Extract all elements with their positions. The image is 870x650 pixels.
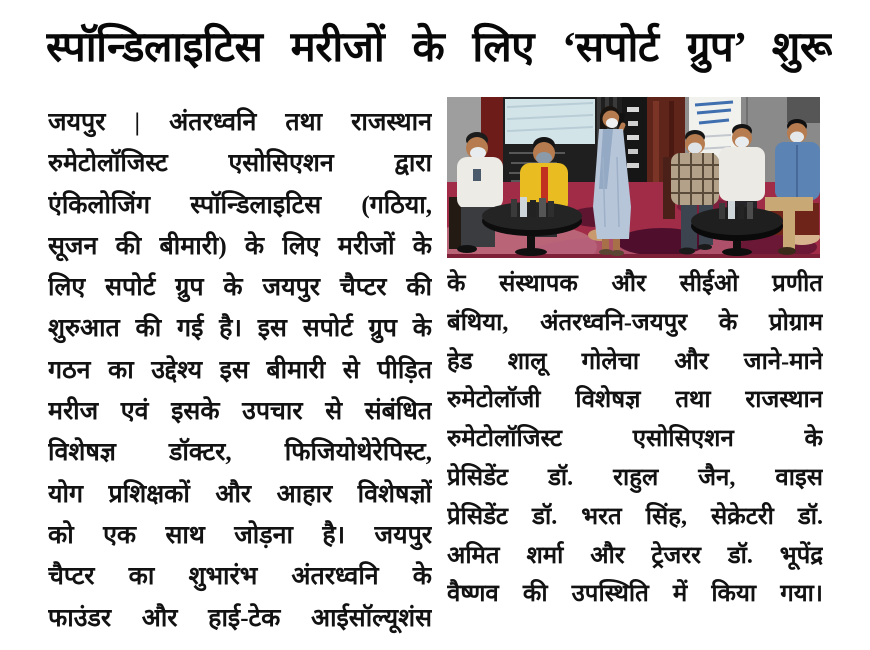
article-line: सूजन की बीमारी) के लिए मरीजों के (48, 232, 432, 260)
article-line: गठन का उद्देश्य इस बीमारी से पीड़ित (48, 356, 432, 384)
article-line: अमित शर्मा और ट्रेजरर डॉ. भूपेंद्र (447, 542, 823, 569)
left-column (48, 102, 432, 639)
article-line: शुरुआत की गई है। इस सपोर्ट ग्रुप के (48, 315, 432, 343)
article-line: हेड शालू गोलेचा और जाने-माने (447, 348, 823, 375)
headline: स्पॉन्डिलाइटिस मरीजों के लिए ‘सपोर्ट ग्रुप’ शुरू (46, 25, 832, 71)
right-column (447, 265, 823, 614)
article-line: प्रेसिडेंट डॉ. भरत सिंह, सेक्रेटरी डॉ. (447, 503, 823, 530)
article-line: योग प्रशिक्षकों और आहार विशेषज्ञों (48, 480, 432, 508)
article-line: एंकिलोजिंग स्पॉन्डिलाइटिस (गठिया, (48, 191, 432, 219)
article-line: रुमेटोलॉजिस्ट एसोसिएशन द्वारा (48, 150, 432, 178)
article-line: रुमेटोलॉजिस्ट एसोसिएशन के (447, 426, 823, 453)
article-line: जयपुर | अंतरध्वनि तथा राजस्थान (48, 109, 432, 136)
article-line: विशेषज्ञ डॉक्टर, फिजियोथेरेपिस्ट, (48, 439, 432, 467)
article-line: लिए सपोर्ट ग्रुप के जयपुर चैप्टर की (48, 274, 432, 302)
article-line: के संस्थापक और सीईओ प्रणीत (447, 271, 823, 297)
article-line: को एक साथ जोड़ना है। जयपुर (48, 521, 432, 549)
article-line: प्रेसिडेंट डॉ. राहुल जैन, वाइस (447, 464, 823, 491)
article-line: वैष्णव की उपस्थिति में किया गया। (447, 581, 823, 608)
article-line: चैप्टर का शुभारंभ अंतरध्वनि के (48, 563, 432, 591)
article-line: बंथिया, अंतरध्वनि-जयपुर के प्रोग्राम (447, 309, 823, 336)
article-line: फाउंडर और हाई-टेक आईसॉल्यूशंस (48, 604, 432, 632)
article-line: मरीज एवं इसके उपचार से संबंधित (48, 398, 432, 426)
article-line: रुमेटोलॉजी विशेषज्ञ तथा राजस्थान (447, 387, 823, 414)
news-photo (447, 97, 820, 258)
news-photo-scene (447, 97, 820, 258)
